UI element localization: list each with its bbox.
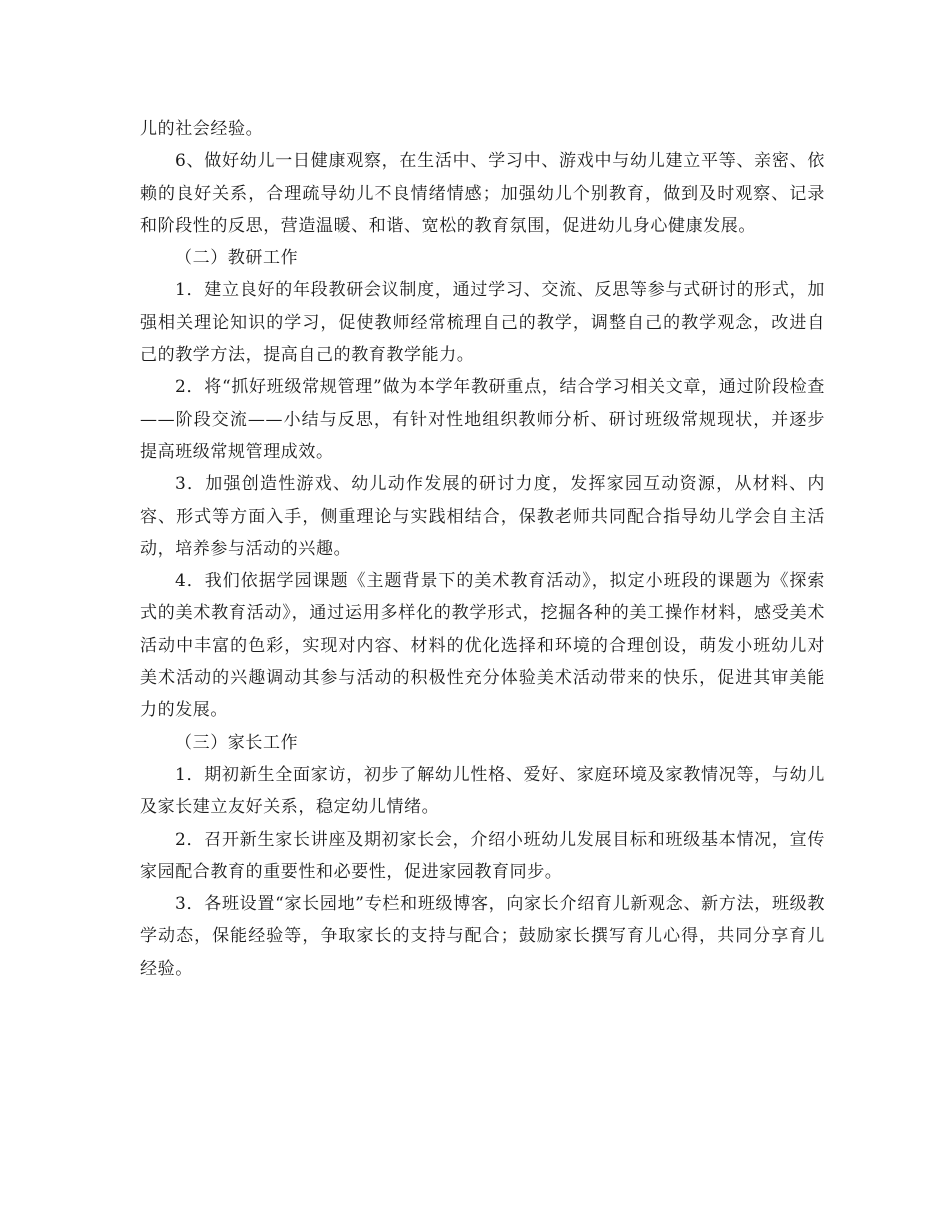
paragraph-research-1: 1．建立良好的年段教研会议制度，通过学习、交流、反思等参与式研讨的形式，加强相关理论知识的学习，促使教师经常梳理自己的教学，调整自己的教学观念，改进自己的教学方法，提高自己的教育教学能力。 <box>140 280 825 366</box>
section-heading-parents: （三）家长工作 <box>175 732 299 753</box>
paragraph-parents-2: 2．召开新生家长讲座及期初家长会，介绍小班幼儿发展目标和班级基本情况，宣传家园配合教育的重要性和必要性，促进家园教育同步。 <box>140 829 825 882</box>
section-heading-research: （二）教研工作 <box>175 248 299 269</box>
paragraph-item-6: 6、做好幼儿一日健康观察，在生活中、学习中、游戏中与幼儿建立平等、亲密、依赖的良好关系，合理疏导幼儿不良情绪情感；加强幼儿个别教育，做到及时观察、记录和阶段性的反思，营造温暖、和谐、宽松的教育氛围，促进幼儿身心健康发展。 <box>140 151 825 236</box>
paragraph-parents-1: 1．期初新生全面家访，初步了解幼儿性格、爱好、家庭环境及家教情况等，与幼儿及家长建立友好关系，稳定幼儿情绪。 <box>140 764 825 818</box>
paragraph-parents-3: 3．各班设置“家长园地”专栏和班级博客，向家长介绍育儿新观念、新方法，班级教学动态，保能经验等，争取家长的支持与配合；鼓励家长撰写育儿心得，共同分享育儿经验。 <box>140 894 825 979</box>
paragraph-research-2: 2．将“抓好班级常规管理”做为本学年教研重点，结合学习相关文章，通过阶段检查——阶段交流——小结与反思，有针对性地组织教师分析、研讨班级常规现状，并逐步提高班级常规管理成效。 <box>140 377 825 462</box>
document-page <box>140 113 825 985</box>
paragraph-research-3: 3．加强创造性游戏、幼儿动作发展的研讨力度，发挥家园互动资源，从材料、内容、形式等方面入手，侧重理论与实践相结合，保教老师共同配合指导幼儿学会自主活动，培养参与活动的兴趣。 <box>140 474 825 559</box>
paragraph-continuation: 儿的社会经验。 <box>140 119 264 139</box>
paragraph-research-4: 4．我们依据学园课题《主题背景下的美术教育活动》，拟定小班段的课题为《探索式的美术教育活动》，通过运用多样化的教学形式，挖掘各种的美工操作材料，感受美术活动中丰富的色彩，实现对内容、材料的优化选择和环境的合理创设，萌发小班幼儿对美术活动的兴趣调动其参与活动的积极性充分体验美术活动带来的快乐，促进其审美能力的发展。 <box>140 571 825 721</box>
